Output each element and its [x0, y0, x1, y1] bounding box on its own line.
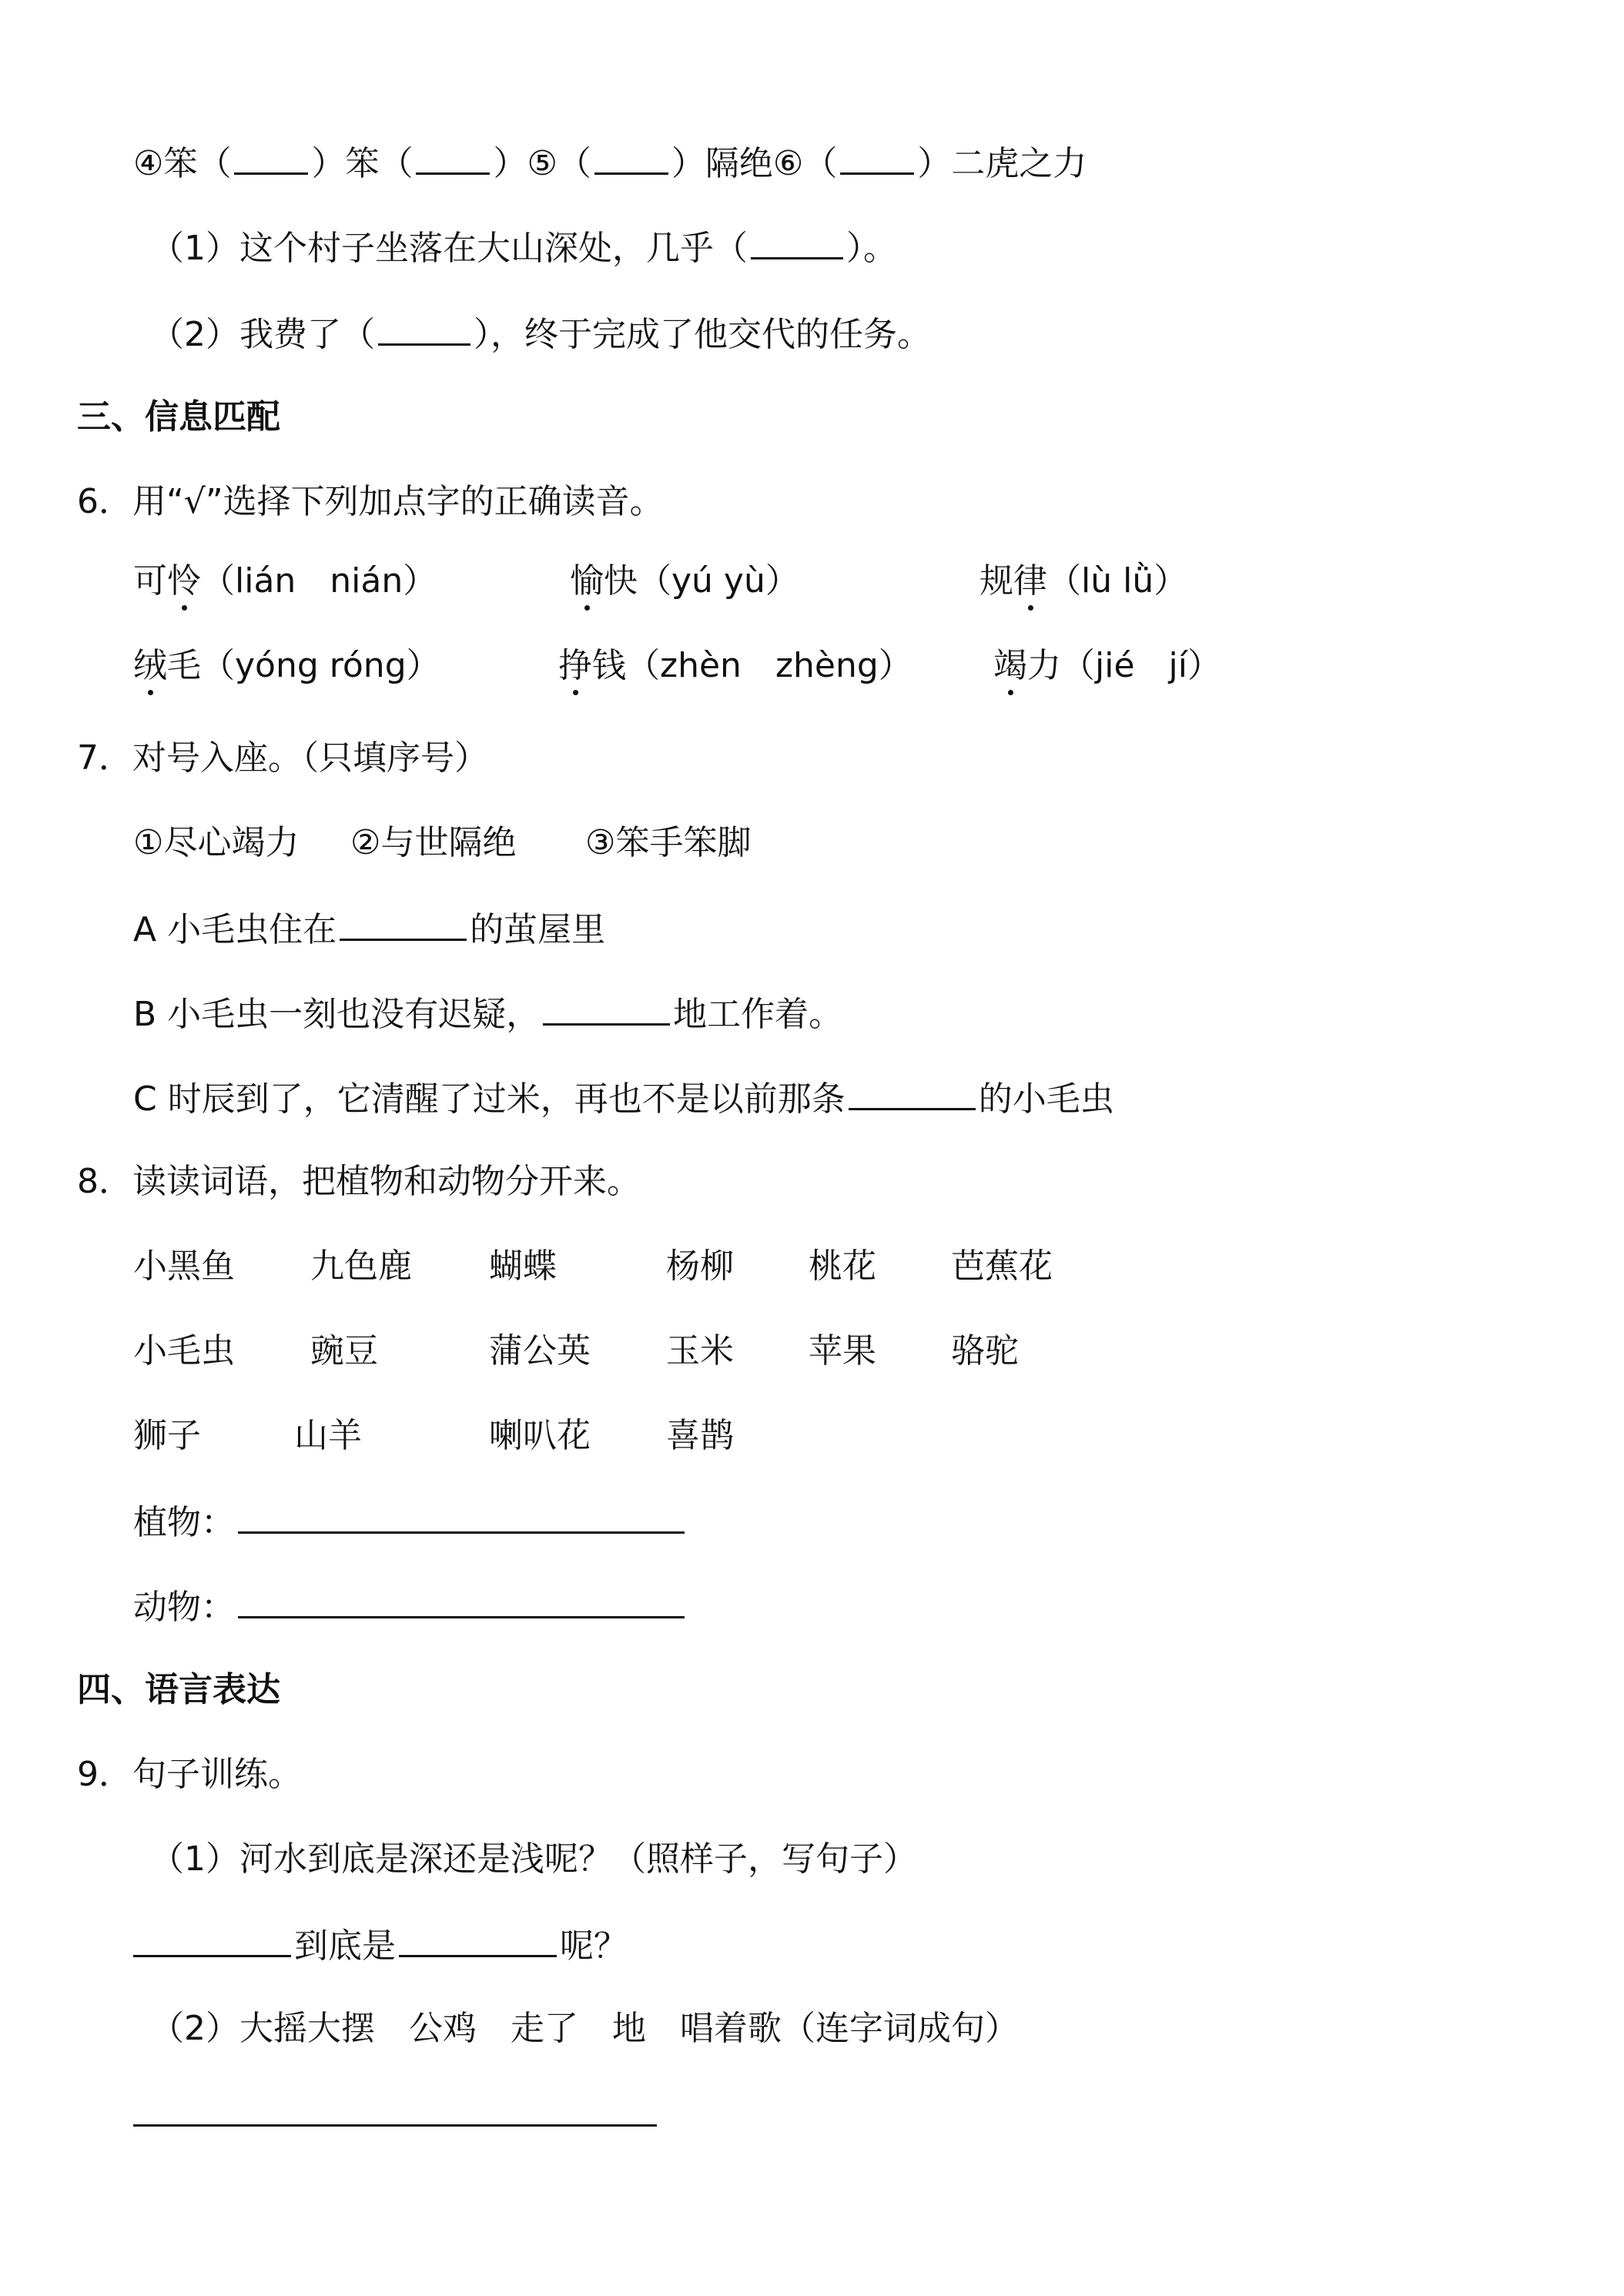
- word-item: 小毛虫: [133, 1331, 235, 1371]
- answer-blank[interactable]: [234, 139, 308, 175]
- word-item: 芭蕉花: [951, 1247, 1053, 1286]
- word-item: 喜鹊: [666, 1416, 734, 1455]
- pinyin-options[interactable]: （yú yù）: [638, 561, 799, 601]
- section-heading: 三、信息匹配: [77, 397, 280, 437]
- section-heading: 四、语言表达: [77, 1670, 280, 1709]
- answer-blank[interactable]: [840, 139, 914, 175]
- answer-blank[interactable]: [238, 1498, 685, 1534]
- answer-blank[interactable]: [543, 989, 670, 1026]
- sentence-text: 呢？: [560, 1926, 628, 1966]
- q5-text: ）隔绝⑥（: [671, 144, 838, 183]
- question-title: 7．对号入座。（只填序号）: [77, 738, 488, 778]
- answer-blank[interactable]: [751, 223, 843, 259]
- word-item: 山羊: [294, 1416, 362, 1455]
- pinyin-item: [133, 558, 437, 604]
- sentence-text: 地工作着。: [673, 995, 843, 1034]
- sentence-text: C 时辰到了，它清醒了过米，再也不是以前那条: [133, 1079, 845, 1119]
- word-item: 杨柳: [666, 1247, 734, 1286]
- fill-sentence-b: [133, 989, 842, 1036]
- q5-text: ）笨（: [311, 144, 414, 183]
- q9-part-1: （1）河水到底是深还是浅呢？（照样子，写句子）: [150, 1839, 917, 1879]
- q9-part-2: （2）大摇大摆 公鸡 走了 地 唱着歌（连字词成句）: [150, 2009, 1019, 2048]
- word-item: 九色鹿: [310, 1247, 412, 1286]
- animals-answer-line: [133, 1582, 688, 1628]
- fill-sentence-a: [133, 905, 605, 951]
- q9-part-1-fill: [133, 1921, 628, 1967]
- word-text: 钱: [592, 646, 626, 685]
- animals-label: 动物：: [133, 1588, 235, 1627]
- sentence-text: 的小毛虫: [978, 1079, 1114, 1119]
- idiom-option: ③笨手笨脚: [585, 823, 752, 862]
- q5-text: ），终于完成了他交代的任务。: [474, 315, 931, 354]
- question-title: 6．用“√”选择下列加点字的正确读音。: [77, 482, 664, 521]
- dotted-char: 愉: [570, 558, 604, 604]
- word-text: 快: [604, 561, 638, 601]
- pinyin-options[interactable]: （yóng róng）: [201, 646, 440, 685]
- sentence-text: 到底是: [294, 1926, 396, 1966]
- q5-sentence-2: [150, 310, 931, 356]
- word-item: 狮子: [133, 1416, 201, 1455]
- q5-text: ）二虎之力: [917, 144, 1087, 183]
- pinyin-item: [133, 643, 440, 689]
- q5-text: ）⑤（: [493, 144, 591, 183]
- fill-sentence-c: [133, 1074, 1114, 1120]
- sentence-text: 的茧屋里: [470, 910, 606, 949]
- answer-blank[interactable]: [378, 310, 470, 346]
- question-title: 8．读读词语，把植物和动物分开来。: [77, 1162, 641, 1201]
- word-item: 苹果: [809, 1331, 876, 1371]
- q5-sentence-1: [150, 223, 897, 269]
- word-item: 蝴蝶: [489, 1247, 557, 1286]
- dotted-char: 竭: [993, 643, 1027, 689]
- word-item: 小黑鱼: [133, 1247, 235, 1286]
- sentence-text: B 小毛虫一刻也没有迟疑，: [133, 995, 541, 1034]
- q9-part-2-fill: [133, 2090, 660, 2137]
- answer-blank[interactable]: [133, 2090, 657, 2127]
- pinyin-options[interactable]: （lián nián）: [201, 561, 437, 601]
- q5-text: （2）我费了（: [150, 315, 375, 354]
- pinyin-options[interactable]: （lù lǜ）: [1047, 561, 1188, 601]
- pinyin-item: [979, 558, 1187, 604]
- pinyin-item: [993, 643, 1221, 689]
- pinyin-item: [570, 558, 799, 604]
- word-item: 骆驼: [951, 1331, 1019, 1371]
- pinyin-options[interactable]: （jié jí）: [1061, 646, 1221, 685]
- answer-blank[interactable]: [399, 1921, 557, 1957]
- sentence-text: A 小毛虫住在: [133, 910, 337, 949]
- word-item: 喇叭花: [489, 1416, 591, 1455]
- word-item: 玉米: [666, 1331, 734, 1371]
- q5-text: （1）这个村子坐落在大山深处，几乎（: [150, 229, 748, 268]
- pinyin-item: [558, 643, 912, 689]
- dotted-char: 挣: [558, 643, 592, 689]
- word-text: 规: [979, 561, 1013, 601]
- answer-blank[interactable]: [340, 905, 467, 941]
- answer-blank[interactable]: [416, 139, 490, 175]
- q5-text: ④笨（: [133, 144, 232, 183]
- word-text: 可: [133, 561, 167, 601]
- word-text: 毛: [167, 646, 201, 685]
- word-text: 力: [1027, 646, 1061, 685]
- dotted-char: 怜: [167, 558, 201, 604]
- question-title: 9．句子训练。: [77, 1755, 302, 1794]
- idiom-option: ①尽心竭力: [133, 823, 300, 862]
- dotted-char: 律: [1013, 558, 1047, 604]
- plants-label: 植物：: [133, 1503, 235, 1542]
- answer-blank[interactable]: [849, 1074, 976, 1110]
- word-item: 桃花: [809, 1247, 876, 1286]
- answer-blank[interactable]: [594, 139, 668, 175]
- word-item: 豌豆: [310, 1331, 378, 1371]
- idiom-option: ②与世隔绝: [350, 823, 517, 862]
- word-item: 蒲公英: [489, 1331, 591, 1371]
- q5-idiom-row: [133, 139, 1087, 185]
- answer-blank[interactable]: [238, 1582, 685, 1618]
- q5-text: ）。: [846, 229, 897, 268]
- pinyin-options[interactable]: （zhèn zhèng）: [626, 646, 912, 685]
- plants-answer-line: [133, 1498, 688, 1544]
- answer-blank[interactable]: [133, 1921, 291, 1957]
- dotted-char: 绒: [133, 643, 167, 689]
